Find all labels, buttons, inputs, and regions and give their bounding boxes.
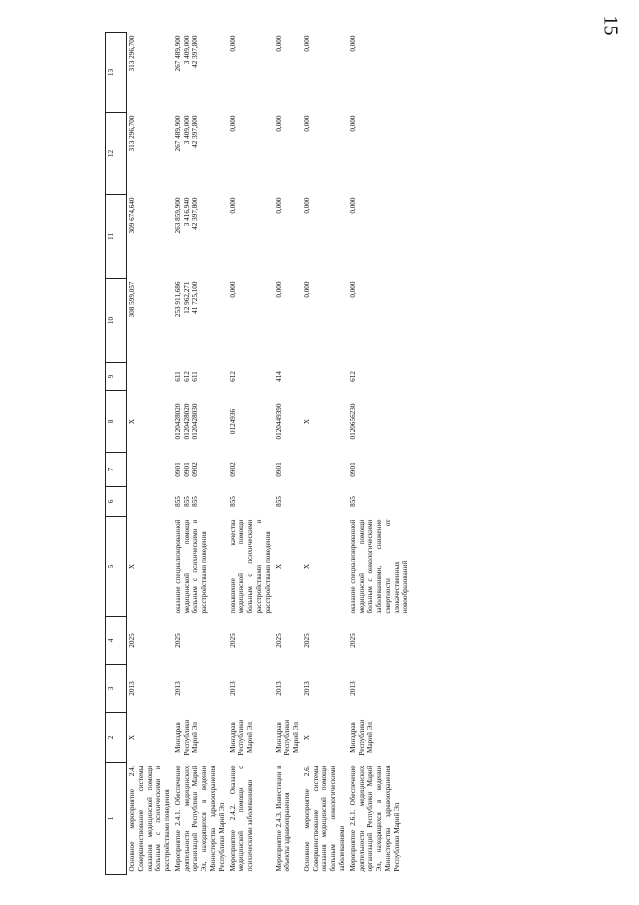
cell-c11 <box>127 195 173 279</box>
cell-value: 0,000 <box>228 35 237 52</box>
cell-c6 <box>302 487 348 517</box>
cell-value: 855 <box>274 496 283 507</box>
cell-c10 <box>173 279 228 363</box>
cell-c13 <box>173 33 228 113</box>
cell-value: 42 397,800 <box>191 197 200 230</box>
cell-value: 855 <box>228 496 237 507</box>
cell-c2: X <box>302 734 311 741</box>
cell-value: 313 296,700 <box>128 115 136 152</box>
cell-c9 <box>173 363 228 391</box>
cell-value: 267 489,900 <box>173 35 182 72</box>
cell-c13 <box>302 33 348 113</box>
cell-value: 0,000 <box>274 115 283 132</box>
cell-c10 <box>302 279 348 363</box>
cell-c12 <box>173 113 228 195</box>
cell-value: 263 859,900 <box>173 197 182 234</box>
cell-value: 611 <box>173 371 182 382</box>
table-row <box>274 33 302 875</box>
cell-c11 <box>302 195 348 279</box>
cell-c13 <box>348 33 411 113</box>
cell-value: 0,000 <box>274 35 283 52</box>
cell-c8 <box>127 391 173 453</box>
column-header-9: 9 <box>106 363 127 391</box>
cell-value: 309 674,640 <box>128 197 136 234</box>
cell-c4: 2025 <box>348 633 357 648</box>
cell-c1: Мероприятие 2.6.1. Обеспечение деятельности медицинских организаций Республики Марий Эл, находящихся в ведении Министерства здравоохранения Республики Марий Эл <box>348 765 401 872</box>
cell-c3: 2013 <box>274 681 283 696</box>
page-number: 15 <box>599 15 622 36</box>
budget-table <box>105 32 411 875</box>
cell-value: 0,000 <box>274 197 283 214</box>
cell-value: 0120428020 <box>173 403 182 440</box>
cell-value: 0120428030 <box>191 403 200 440</box>
column-header-8: 8 <box>106 391 127 453</box>
table-row <box>228 33 274 875</box>
column-header-12: 12 <box>106 113 127 195</box>
cell-value: X <box>302 418 311 425</box>
cell-c2: Минздрав Республики Марий Эл <box>173 719 200 756</box>
cell-c13 <box>228 33 274 113</box>
cell-value: X <box>128 418 136 425</box>
cell-value: 0901 <box>173 462 182 477</box>
cell-c1: Мероприятие 2.4.2. Оказание медицинской помощи с психическими заболеваниями <box>228 765 255 872</box>
cell-value: 414 <box>274 371 283 382</box>
cell-c7 <box>228 453 274 487</box>
table-body <box>127 33 412 875</box>
cell-c6 <box>173 487 228 517</box>
cell-c10 <box>127 279 173 363</box>
cell-c9 <box>127 363 173 391</box>
column-header-3: 3 <box>106 665 127 713</box>
cell-c9 <box>348 363 411 391</box>
cell-c7 <box>127 453 173 487</box>
cell-value: 855 <box>173 496 182 507</box>
cell-c4: 2025 <box>302 633 311 648</box>
column-header-6: 6 <box>106 487 127 517</box>
column-header-11: 11 <box>106 195 127 279</box>
cell-c9 <box>228 363 274 391</box>
cell-c11 <box>348 195 411 279</box>
cell-c13 <box>274 33 302 113</box>
cell-value: 855 <box>348 496 357 507</box>
cell-c6 <box>127 487 173 517</box>
cell-value: 612 <box>228 371 237 382</box>
cell-c2: Минздрав Республики Марий Эл <box>348 719 375 756</box>
cell-c5: оказание специализированной медицинской помощи больным с психическими и расстройствами поведения <box>173 519 209 614</box>
cell-value: 0120449390 <box>274 403 283 440</box>
cell-value: 855 <box>191 496 200 507</box>
cell-value: 0,000 <box>302 197 311 214</box>
cell-c9 <box>274 363 302 391</box>
cell-value: 0,000 <box>302 281 311 298</box>
cell-value: 0120428020 <box>182 403 191 440</box>
cell-c2: X <box>128 734 136 741</box>
column-header-4: 4 <box>106 617 127 665</box>
cell-c12 <box>228 113 274 195</box>
cell-value: 0,000 <box>302 35 311 52</box>
cell-c5: оказание специализированной медицинской помощи больным с онкологическими заболеваниями, снижение смертности от злокачественных новообразований <box>348 519 410 614</box>
cell-c2: Минздрав Республики Марий Эл <box>228 719 255 756</box>
cell-c3: 2013 <box>302 681 311 696</box>
table-row <box>348 33 411 875</box>
cell-value: 0901 <box>274 462 283 477</box>
cell-c4: 2025 <box>128 633 136 648</box>
cell-value: 267 489,900 <box>173 115 182 152</box>
cell-c5: X <box>302 563 311 570</box>
rotated-table-page <box>105 33 630 875</box>
cell-value: 3 416,940 <box>182 197 191 227</box>
cell-c1: Мероприятие 2.4.3. Инвестиции в объекты здравоохранения <box>274 765 292 872</box>
cell-value: 3 409,000 <box>182 115 191 145</box>
column-header-13: 13 <box>106 33 127 113</box>
column-header-7: 7 <box>106 453 127 487</box>
cell-value: 0120656230 <box>348 403 357 440</box>
cell-value: 0,000 <box>274 281 283 298</box>
cell-c10 <box>274 279 302 363</box>
cell-c5: повышение качества медицинской помощи больным с психическими расстройствами и расстройствами поведения <box>228 519 272 614</box>
cell-value: 313 296,700 <box>128 35 136 72</box>
cell-c7 <box>173 453 228 487</box>
cell-c11 <box>274 195 302 279</box>
cell-value: 0,000 <box>348 35 357 52</box>
column-number-row <box>106 33 127 875</box>
table-row <box>302 33 348 875</box>
cell-c8 <box>228 391 274 453</box>
cell-c1: Основное мероприятие 2.6. Совершенствование системы оказания медицинской помощи больным онкологическими заболеваниями <box>302 765 346 872</box>
cell-c8 <box>274 391 302 453</box>
cell-c7 <box>274 453 302 487</box>
cell-c7 <box>302 453 348 487</box>
cell-c8 <box>173 391 228 453</box>
cell-c11 <box>228 195 274 279</box>
cell-value: 0,000 <box>302 115 311 132</box>
cell-c8 <box>302 391 348 453</box>
column-header-1: 1 <box>106 763 127 875</box>
cell-value: 41 725,100 <box>191 281 200 314</box>
cell-c12 <box>348 113 411 195</box>
cell-c5: X <box>128 563 136 570</box>
cell-c1: Мероприятие 2.4.1. Обеспечение деятельности медицинских организаций Республики Марий Эл, находящихся в ведении Министерства здравоохранения Республики Марий Эл <box>173 765 226 872</box>
cell-value: 612 <box>182 371 191 382</box>
cell-value: 0,000 <box>228 197 237 214</box>
cell-value: 0901 <box>182 462 191 477</box>
cell-c10 <box>348 279 411 363</box>
column-header-5: 5 <box>106 517 127 617</box>
cell-c6 <box>228 487 274 517</box>
cell-c4: 2025 <box>228 633 237 648</box>
cell-value: 0124936 <box>228 408 237 435</box>
cell-value: 42 397,800 <box>191 35 200 68</box>
cell-value: 12 962,271 <box>182 281 191 314</box>
cell-value: 42 397,800 <box>191 115 200 148</box>
cell-value: 611 <box>191 371 200 382</box>
cell-c4: 2025 <box>173 633 182 648</box>
cell-c13 <box>127 33 173 113</box>
cell-value: 0902 <box>191 462 200 477</box>
cell-value: 0,000 <box>348 281 357 298</box>
cell-c12 <box>127 113 173 195</box>
cell-value: 612 <box>348 371 357 382</box>
cell-c7 <box>348 453 411 487</box>
cell-value: 0,000 <box>348 115 357 132</box>
cell-c1: Основное мероприятие 2.4. Совершенствование системы оказания медицинской помощи больным с психическими и расстройствами поведения <box>128 765 172 872</box>
cell-c8 <box>348 391 411 453</box>
cell-value: 0,000 <box>228 281 237 298</box>
table-row <box>127 33 173 875</box>
table-row <box>173 33 228 875</box>
cell-value: 0901 <box>348 462 357 477</box>
cell-value: 308 599,057 <box>128 281 136 318</box>
cell-c3: 2013 <box>228 681 237 696</box>
cell-c10 <box>228 279 274 363</box>
cell-c4: 2025 <box>274 633 283 648</box>
cell-c5: X <box>274 563 283 570</box>
cell-value: 855 <box>182 496 191 507</box>
cell-value: 0,000 <box>228 115 237 132</box>
cell-value: 0,000 <box>348 197 357 214</box>
column-header-2: 2 <box>106 713 127 763</box>
cell-c3: 2013 <box>348 681 357 696</box>
cell-c12 <box>274 113 302 195</box>
cell-c6 <box>348 487 411 517</box>
cell-c6 <box>274 487 302 517</box>
cell-c11 <box>173 195 228 279</box>
column-header-10: 10 <box>106 279 127 363</box>
cell-c3: 2013 <box>128 681 136 696</box>
cell-c3: 2013 <box>173 681 182 696</box>
cell-value: 0902 <box>228 462 237 477</box>
cell-value: 253 911,686 <box>173 281 182 318</box>
cell-value: 3 409,000 <box>182 35 191 65</box>
cell-c12 <box>302 113 348 195</box>
cell-c9 <box>302 363 348 391</box>
cell-c2: Минздрав Республики Марий Эл <box>274 719 301 756</box>
